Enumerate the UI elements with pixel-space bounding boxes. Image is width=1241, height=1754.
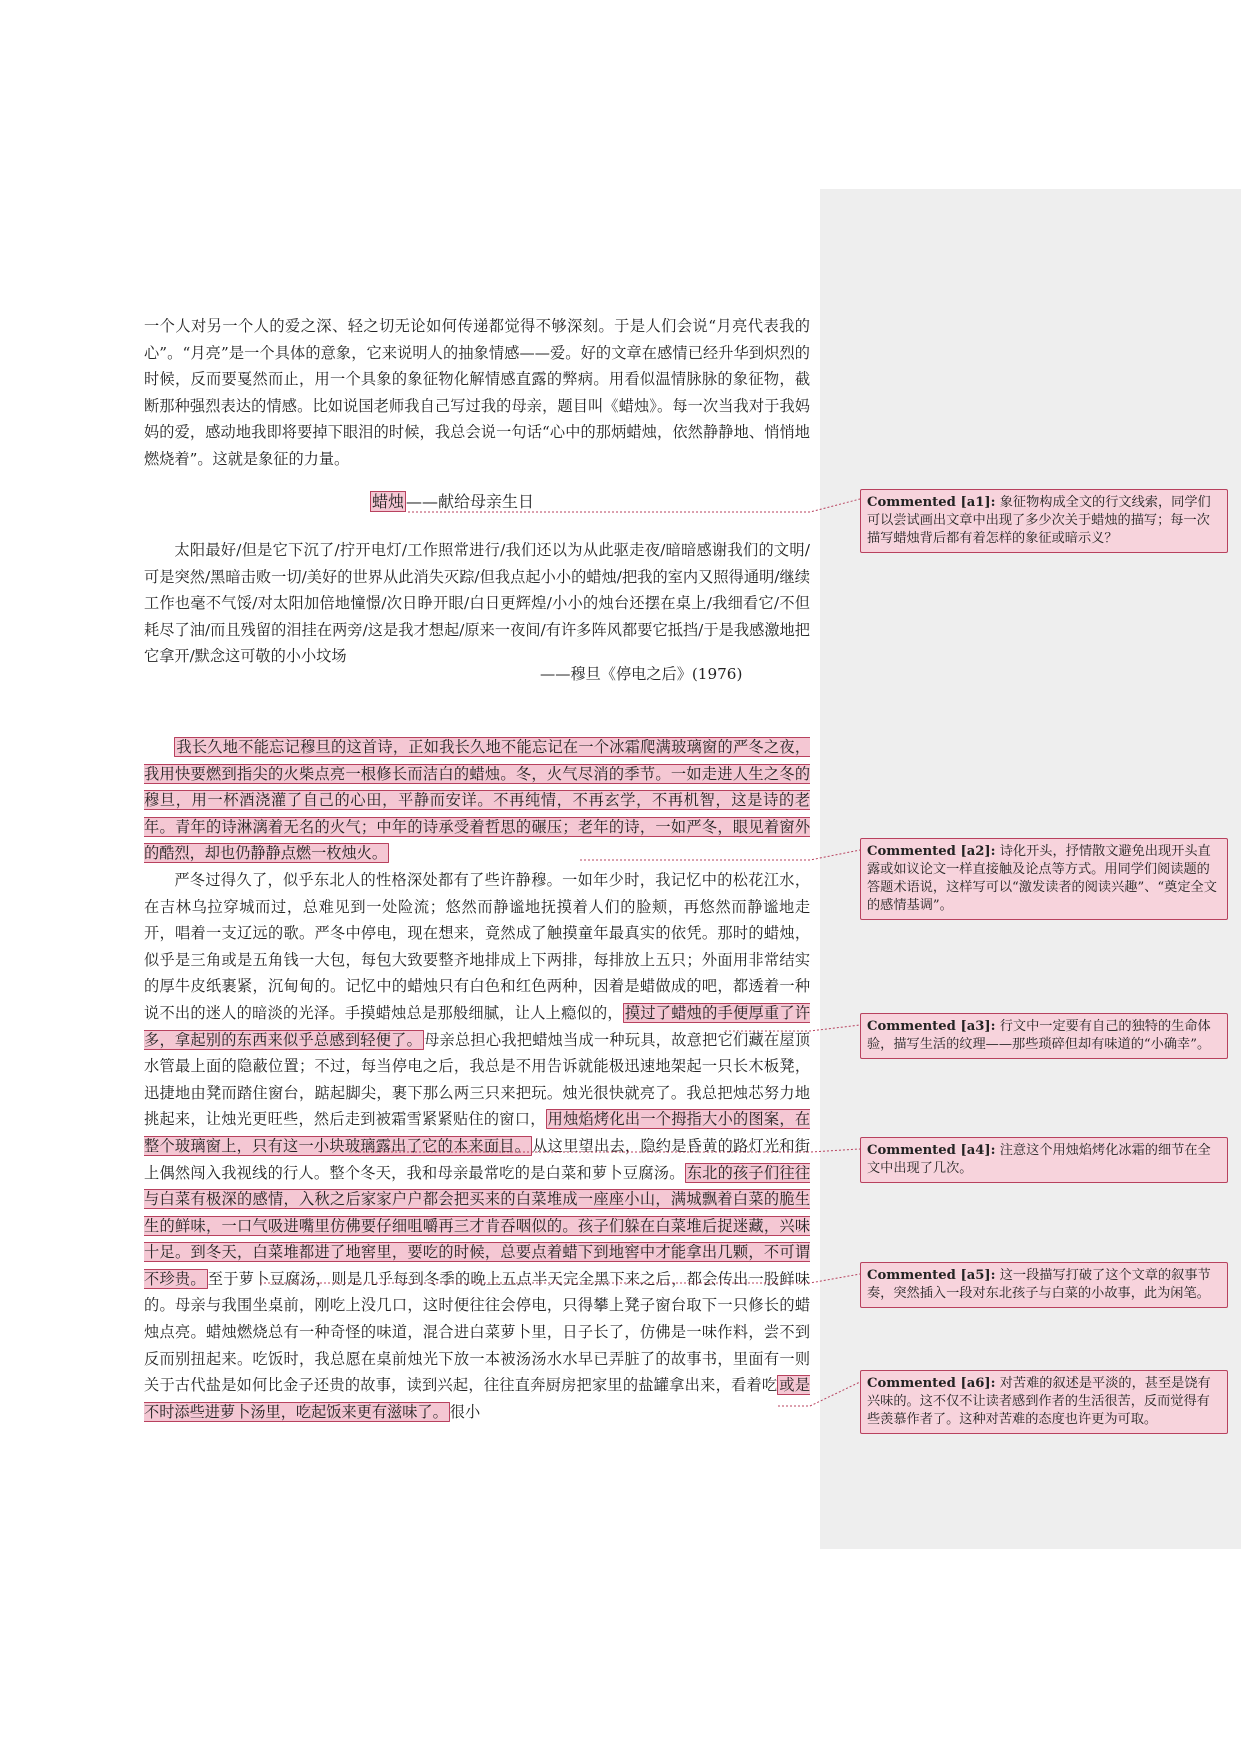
title-rest: ——献给母亲生日 [406, 492, 535, 511]
comment-text: 象征物构成全文的行文线索，同学们可以尝试画出文章中出现了多少次关于蜡烛的描写；每一次描写蜡烛背后都有着怎样的象征或暗示义？ [867, 495, 1211, 546]
comment-a2[interactable] [860, 838, 1228, 920]
highlight-a6[interactable]: 或是不时添些进萝卜汤里，吃起饭来更有滋味了。 [144, 1376, 811, 1421]
paragraph-2 [144, 867, 810, 1425]
comment-a1[interactable] [860, 489, 1228, 553]
comment-label: Commented [a2]: [867, 844, 996, 859]
intro-paragraph: 一个人对另一个人的爱之深、轻之切无论如何传递都觉得不够深刻。于是人们会说“月亮代表我的心”。“月亮”是一个具体的意象，它来说明人的抽象情感——爱。好的文章在感情已经升华到炽烈的时候，反而要戛然而止，用一个具象的象征物化解情感直露的弊病。用看似温情脉脉的象征物，截断那种强烈表达的情感。比如说国老师我自己写过我的母亲，题目叫《蜡烛》。每一次当我对于我妈妈的爱，感动地我即将要掉下眼泪的时候，我总会说一句话“心中的那炳蜡烛，依然静静地、悄悄地燃烧着”。这就是象征的力量。 [144, 317, 810, 468]
body-text: 很小 [449, 1402, 481, 1421]
body-text: 严冬过得久了，似乎东北人的性格深处都有了些许静穆。一如年少时，我记忆中的松花江水，在吉林乌拉穿城而过，总难见到一处险流；悠然而静谧地抚摸着人们的脸颊，再悠然而静谧地走开，唱着一支辽远的歌。严冬中停电，现在想来，竟然成了触摸童年最真实的依凭。那时的蜡烛，似乎是三角或是五角钱一大包，每包大致要整齐地排成上下两排，每排放上五只；外面用非常结实的厚牛皮纸裹紧，沉甸甸的。记忆中的蜡烛只有白色和红色两种，因着是蜡做成的吧，都透着一种说不出的迷人的暗淡的光泽。手摸蜡烛总是那般细腻，让人上瘾似的， [144, 870, 810, 1022]
comment-text: 注意这个用烛焰烤化冰霜的细节在全文中出现了几次。 [867, 1143, 1211, 1176]
comment-a6[interactable] [860, 1370, 1228, 1434]
highlight-a4[interactable]: 用烛焰烤化出一个拇指大小的图案，在整个玻璃窗上，只有这一小块玻璃露出了它的本来面目。 [144, 1110, 811, 1155]
comment-a5[interactable] [860, 1262, 1228, 1308]
comment-label: Commented [a1]: [867, 495, 996, 510]
comment-label: Commented [a6]: [867, 1376, 996, 1391]
comment-label: Commented [a5]: [867, 1268, 996, 1283]
highlight-a5[interactable]: 东北的孩子们往往与白菜有极深的感情，入秋之后家家户户都会把买来的白菜堆成一座座小山，满城飘着白菜的脆生生的鲜味，一口气吸进嘴里仿佛要仔细咀嚼再三才肯吞咽似的。孩子们躲在白菜堆后捉迷藏，兴味十足。到冬天，白菜堆都进了地窖里，要吃的时候，总要点着蜡下到地窖中才能拿出几颗，不可谓不珍贵。 [144, 1163, 811, 1288]
body-text: 从这里望出去，隐约是昏黄的路灯光和街上偶然闯入我视线的行人。整个冬天，我和母亲最常吃的是白菜和萝卜豆腐汤。 [144, 1136, 811, 1182]
paragraph-1 [144, 734, 810, 867]
comment-text: 诗化开头，抒情散文避免出现开头直露或如议论文一样直接触及论点等方式。用同学们阅读题的答题术语说，这样写可以“激发读者的阅读兴趣”、“奠定全文的感情基调”。 [867, 844, 1217, 913]
essay-title [370, 489, 534, 515]
comment-text: 这一段描写打破了这个文章的叙事节奏，突然插入一段对东北孩子与白菜的小故事，此为闲笔。 [867, 1268, 1211, 1301]
comment-text: 对苦难的叙述是平淡的，甚至是饶有兴味的。这不仅不让读者感到作者的生活很苦，反而觉得有些羡慕作者了。这种对苦难的态度也许更为可取。 [867, 1376, 1211, 1427]
highlight-a3[interactable]: 摸过了蜡烛的手便厚重了许多，拿起别的东西来似乎总感到轻便了。 [144, 1003, 811, 1049]
body-text: 至于萝卜豆腐汤，则是几乎每到冬季的晚上五点半天完全黑下来之后，都会传出一股鲜味的。母亲与我围坐桌前，刚吃上没几口，这时便往往会停电，只得攀上凳子窗台取下一只修长的蜡烛点亮。蜡烛燃烧总有一种奇怪的味道，混合进白菜萝卜里，日子长了，仿佛是一味作料，尝不到反而别扭起来。吃饭时，我总愿在桌前烛光下放一本被汤汤水水早已弄脏了的故事书，里面有一则关于古代盐是如何比金子还贵的故事，读到兴起，往往直奔厨房把家里的盐罐拿出来，看着吃 [144, 1269, 811, 1395]
body-text: 母亲总担心我把蜡烛当成一种玩具，故意把它们藏在屋顶水管最上面的隐蔽位置；不过，每当停电之后，我总是不用告诉就能极迅速地架起一只长木板凳，迅捷地由凳而踏住窗台，踮起脚尖，裹下那么两三只来把玩。烛光很快就亮了。我总把烛芯努力地挑起来，让烛光更旺些，然后走到被霜雪紧紧贴住的窗口， [144, 1030, 811, 1129]
highlight-a2[interactable]: 我长久地不能忘记穆旦的这首诗，正如我长久地不能忘记在一个冰霜爬满玻璃窗的严冬之夜，我用快要燃到指尖的火柴点亮一根修长而洁白的蜡烛。冬，火气尽消的季节。一如走进人生之冬的穆旦，用一杯酒浇灌了自己的心田，平静而安详。不再纯情，不再玄学，不再机智，这是诗的老年。青年的诗淋漓着无名的火气；中年的诗承受着哲思的碾压；老年的诗，一如严冬，眼见着窗外的酷烈，却也仍静静点燃一枚烛火。 [144, 738, 810, 863]
comment-a3[interactable] [860, 1013, 1228, 1059]
comment-text: 行文中一定要有自己的独特的生命体验，描写生活的纹理——那些琐碎但却有味道的“小确幸”。 [867, 1019, 1211, 1052]
poem-signature: ——穆旦《停电之后》(1976) [540, 665, 743, 683]
comment-a4[interactable] [860, 1137, 1228, 1183]
comment-label: Commented [a4]: [867, 1143, 996, 1158]
essay-body [144, 734, 810, 1425]
poem-quote: 太阳最好/但是它下沉了/拧开电灯/工作照常进行/我们还以为从此驱走夜/暗暗感谢我们的文明/可是突然/黑暗击败一切/美好的世界从此消失灭踪/但我点起小小的蜡烛/把我的室内又照得通明/继续工作也毫不气馁/对太阳加倍地憧憬/次日睁开眼/白日更辉煌/小小的烛台还摆在桌上/我细看它/不但耗尽了油/而且残留的泪挂在两旁/这是我才想起/原来一夜间/有许多阵风都要它抵挡/于是我感激地把它拿开/默念这可敬的小小坟场 [144, 541, 810, 666]
title-highlight[interactable]: 蜡烛 [372, 492, 405, 511]
comment-label: Commented [a3]: [867, 1019, 996, 1034]
